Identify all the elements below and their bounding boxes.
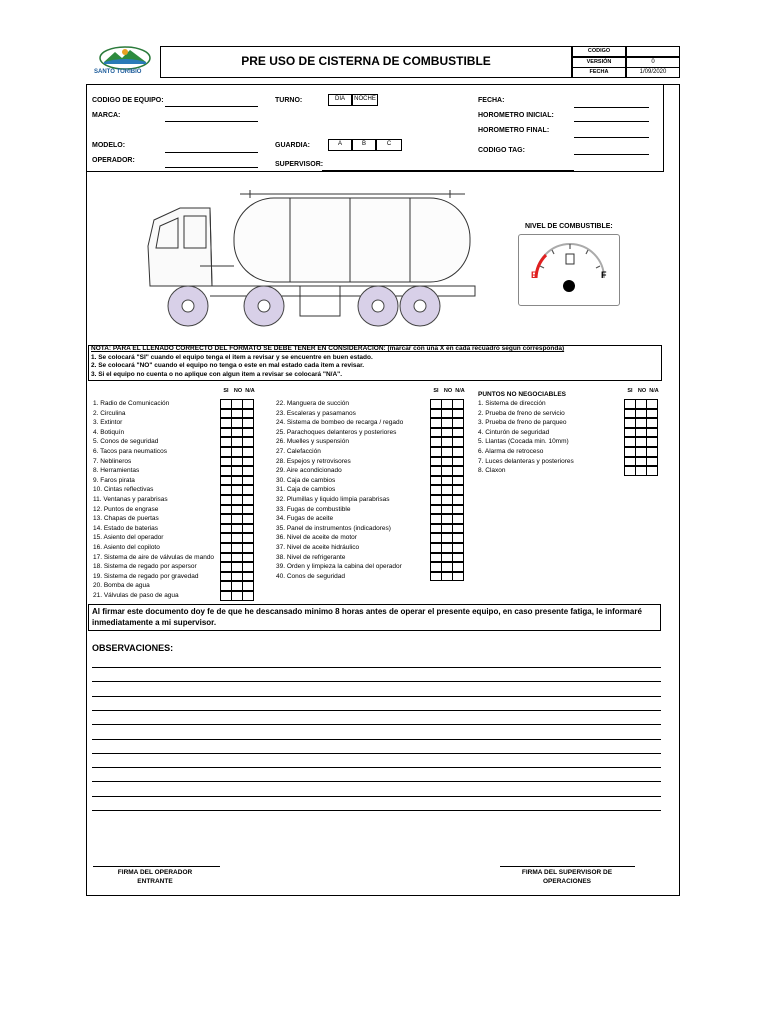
fecha-label: FECHA: bbox=[478, 97, 505, 104]
check-cell[interactable] bbox=[452, 485, 464, 495]
checklist-item: 10. Cintas reflectivas bbox=[93, 486, 154, 494]
operador-field[interactable] bbox=[165, 167, 258, 168]
observation-line[interactable] bbox=[92, 681, 661, 682]
check-cell[interactable] bbox=[452, 543, 464, 553]
checklist-item: 30. Caja de cambios bbox=[276, 476, 336, 484]
checklist-item: 27. Calefacción bbox=[276, 448, 321, 455]
checklist-item: 23. Escaleras y pasamanos bbox=[276, 409, 356, 417]
check-cell[interactable] bbox=[646, 466, 658, 476]
check-cell[interactable] bbox=[242, 418, 254, 428]
observation-line[interactable] bbox=[92, 710, 661, 711]
check-cell[interactable] bbox=[242, 524, 254, 534]
check-cell[interactable] bbox=[242, 514, 254, 524]
checklist-item: 19. Sistema de regado por gravedad bbox=[93, 572, 199, 580]
check-cell[interactable] bbox=[646, 399, 658, 409]
check-cell[interactable] bbox=[242, 591, 254, 601]
observation-line[interactable] bbox=[92, 781, 661, 782]
tanker-truck-illustration bbox=[140, 186, 486, 336]
firma-operador-line[interactable] bbox=[93, 866, 220, 867]
check-cell[interactable] bbox=[242, 505, 254, 515]
company-logo bbox=[90, 44, 160, 78]
check-cell[interactable] bbox=[646, 457, 658, 467]
checklist-item: 5. Llantas (Cocada min. 10mm) bbox=[478, 438, 569, 446]
note-line-2: 2. Se colocará "NO" cuando el equipo no tenga o este en mal estado cada item a revisar. bbox=[91, 362, 365, 370]
firma-supervisor-label: FIRMA DEL SUPERVISOR DE OPERACIONES bbox=[521, 869, 613, 885]
meta-label: CODIGO bbox=[572, 46, 626, 57]
codigo-tag-label: CODIGO TAG: bbox=[478, 147, 525, 154]
fecha-field[interactable] bbox=[574, 107, 649, 108]
codigo-tag-field[interactable] bbox=[574, 154, 649, 155]
checklist-item: 4. Cinturón de seguridad bbox=[478, 428, 550, 436]
fuel-full-label: F bbox=[601, 270, 607, 280]
note-title: NOTA: PARA EL LLENADO CORRECTO DEL FORMATO SE DEBE TENER EN CONSIDERACION: (marcar con una X en cada recuadro según corresponda) bbox=[91, 345, 565, 352]
checklist-item: 34. Fugas de aceite bbox=[276, 515, 334, 523]
page-title: PRE USO DE CISTERNA DE COMBUSTIBLE bbox=[241, 54, 491, 68]
puntos-no-negociables-title: PUNTOS NO NEGOCIABLES bbox=[478, 391, 567, 398]
check-cell[interactable] bbox=[452, 505, 464, 515]
checklist-item: 21. Válvulas de paso de agua bbox=[93, 592, 179, 599]
check-cell[interactable] bbox=[452, 476, 464, 486]
check-cell[interactable] bbox=[646, 409, 658, 419]
check-cell[interactable] bbox=[646, 437, 658, 447]
marca-label: MARCA: bbox=[92, 112, 121, 119]
checklist-item: 9. Faros pirata bbox=[93, 476, 135, 484]
check-cell[interactable] bbox=[452, 409, 464, 419]
checklist-item: 36. Nivel de aceite de motor bbox=[276, 534, 357, 542]
check-cell[interactable] bbox=[452, 447, 464, 457]
checklist-item: 6. Alarma de retroceso bbox=[478, 448, 544, 455]
checklist-col-header: N/A bbox=[649, 388, 659, 394]
check-cell[interactable] bbox=[242, 447, 254, 457]
fuel-gauge-icon bbox=[526, 240, 614, 298]
checklist-item: 31. Caja de cambios bbox=[276, 486, 336, 494]
observation-line[interactable] bbox=[92, 767, 661, 768]
checklist-item: 15. Asiento del operador bbox=[93, 534, 164, 542]
check-cell[interactable] bbox=[452, 457, 464, 467]
check-cell[interactable] bbox=[452, 466, 464, 476]
check-cell[interactable] bbox=[242, 553, 254, 563]
operador-label: OPERADOR: bbox=[92, 157, 135, 164]
check-cell[interactable] bbox=[242, 476, 254, 486]
checklist-item: 1. Sistema de dirección bbox=[478, 400, 546, 407]
check-cell[interactable] bbox=[452, 399, 464, 409]
checklist-item: 7. Luces delanteras y posteriores bbox=[478, 457, 574, 465]
checklist-item: 25. Parachoques delanteros y posteriores bbox=[276, 428, 397, 436]
check-cell[interactable] bbox=[242, 581, 254, 591]
check-cell[interactable] bbox=[646, 447, 658, 457]
checklist-item: 33. Fugas de combustible bbox=[276, 505, 351, 513]
check-cell[interactable] bbox=[242, 457, 254, 467]
checklist-item: 40. Conos de seguridad bbox=[276, 572, 346, 580]
guardia-c-box[interactable]: C bbox=[376, 139, 402, 151]
observation-line[interactable] bbox=[92, 724, 661, 725]
supervisor-label: SUPERVISOR: bbox=[275, 161, 324, 168]
check-cell[interactable] bbox=[452, 495, 464, 505]
logo-text: SANTO TORIBIO bbox=[94, 69, 142, 75]
horometro-inicial-field[interactable] bbox=[574, 121, 649, 122]
horometro-final-field[interactable] bbox=[574, 137, 649, 138]
horometro-inicial-label: HOROMETRO INICIAL: bbox=[478, 112, 554, 119]
check-cell[interactable] bbox=[452, 572, 464, 582]
check-cell[interactable] bbox=[452, 533, 464, 543]
checklist-item: 38. Nivel de refrigerante bbox=[276, 553, 346, 561]
checklist-col-header: N/A bbox=[245, 388, 255, 394]
checklist-item: 11. Ventanas y parabrisas bbox=[93, 496, 168, 503]
check-cell[interactable] bbox=[646, 428, 658, 438]
observation-line[interactable] bbox=[92, 753, 661, 754]
check-cell[interactable] bbox=[242, 485, 254, 495]
guardia-label: GUARDIA: bbox=[275, 142, 310, 149]
fuel-empty-label: E bbox=[531, 270, 538, 280]
checklist-col-header: SI bbox=[433, 388, 439, 394]
checklist-col-header: N/A bbox=[455, 388, 465, 394]
checklist-item: 2. Circulina bbox=[93, 409, 126, 417]
checklist-item: 12. Puntos de engrase bbox=[93, 505, 159, 513]
observation-line[interactable] bbox=[92, 667, 661, 668]
firma-operador-label: FIRMA DEL OPERADOR ENTRANTE bbox=[117, 869, 193, 885]
checklist-item: 1. Radio de Comunicación bbox=[93, 400, 170, 407]
check-cell[interactable] bbox=[646, 418, 658, 428]
checklist-col-header: NO bbox=[443, 388, 453, 394]
checklist-item: 8. Herramientas bbox=[93, 467, 140, 475]
checklist-item: 28. Espejos y retrovisores bbox=[276, 457, 351, 465]
checklist-item: 7. Neblineros bbox=[93, 457, 132, 465]
horometro-final-label: HOROMETRO FINAL: bbox=[478, 127, 550, 134]
meta-value: 1/09/2020 bbox=[626, 67, 680, 78]
observation-line[interactable] bbox=[92, 696, 661, 697]
guardia-a-box[interactable]: A bbox=[328, 139, 352, 151]
checklist-item: 32. Plumillas y liquido limpia parabrisas bbox=[276, 496, 390, 503]
check-cell[interactable] bbox=[452, 524, 464, 534]
check-cell[interactable] bbox=[452, 514, 464, 524]
observation-line[interactable] bbox=[92, 810, 661, 811]
checklist-item: 16. Asiento del copiloto bbox=[93, 544, 160, 551]
modelo-label: MODELO: bbox=[92, 142, 126, 149]
checklist-item: 3. Prueba de freno de parqueo bbox=[478, 419, 567, 427]
meta-label: VERSIÓN bbox=[572, 57, 626, 68]
observation-line[interactable] bbox=[92, 796, 661, 797]
checklist-col-header: NO bbox=[233, 388, 243, 394]
meta-value bbox=[626, 46, 680, 57]
check-cell[interactable] bbox=[242, 562, 254, 572]
check-cell[interactable] bbox=[242, 466, 254, 476]
checklist-item: 20. Bomba de agua bbox=[93, 582, 150, 590]
turno-dia-box[interactable]: DIA bbox=[328, 94, 352, 106]
checklist-col-header: SI bbox=[627, 388, 633, 394]
checklist-item: 13. Chapas de puertas bbox=[93, 515, 159, 523]
checklist-item: 35. Panel de instrumentos (indicadores) bbox=[276, 524, 391, 532]
note-text bbox=[91, 345, 659, 379]
check-cell[interactable] bbox=[452, 418, 464, 428]
fuel-level-label: NIVEL DE COMBUSTIBLE: bbox=[525, 223, 613, 230]
modelo-field[interactable] bbox=[165, 152, 258, 153]
turno-noche-box[interactable]: NOCHE bbox=[352, 94, 378, 106]
supervisor-field[interactable] bbox=[322, 170, 574, 171]
meta-value: 0 bbox=[626, 57, 680, 68]
checklist-item: 4. Botiquín bbox=[93, 428, 125, 436]
checklist-item: 8. Claxon bbox=[478, 467, 506, 475]
checklist-col-header: NO bbox=[637, 388, 647, 394]
checklist-item: 29. Aire acondicionado bbox=[276, 467, 342, 475]
checklist-item: 5. Conos de seguridad bbox=[93, 438, 159, 446]
check-cell[interactable] bbox=[242, 428, 254, 438]
turno-label: TURNO: bbox=[275, 97, 303, 104]
checklist-item: 24. Sistema de bombeo de recarga / regado bbox=[276, 419, 404, 427]
check-cell[interactable] bbox=[452, 428, 464, 438]
checklist-item: 3. Extintor bbox=[93, 419, 123, 427]
check-cell[interactable] bbox=[242, 399, 254, 409]
check-cell[interactable] bbox=[242, 533, 254, 543]
observation-line[interactable] bbox=[92, 739, 661, 740]
check-cell[interactable] bbox=[242, 437, 254, 447]
note-line-3: 3. Si el equipo no cuenta o no aplique con algun item a revisar se colocará "N/A". bbox=[91, 370, 343, 378]
check-cell[interactable] bbox=[452, 437, 464, 447]
check-cell[interactable] bbox=[452, 553, 464, 563]
check-cell[interactable] bbox=[242, 543, 254, 553]
checklist-item: 17. Sistema de aire de válvulas de mando bbox=[93, 553, 215, 561]
firma-supervisor-line[interactable] bbox=[500, 866, 635, 867]
checklist-item: 14. Estado de baterias bbox=[93, 524, 159, 532]
declaration-text: Al firmar este documento doy fe de que he descansado minimo 8 horas antes de operar el presente equipo, en caso presente fatiga, le informaré inmediatamente a mi supervisor. bbox=[92, 607, 642, 627]
checklist-item: 22. Manguera de succión bbox=[276, 400, 349, 407]
checklist-item: 2. Prueba de freno de servicio bbox=[478, 409, 565, 417]
check-cell[interactable] bbox=[242, 409, 254, 419]
checklist-item: 26. Muelles y suspensión bbox=[276, 438, 349, 446]
guardia-b-box[interactable]: B bbox=[352, 139, 376, 151]
check-cell[interactable] bbox=[242, 572, 254, 582]
checklist-item: 37. Nivel de aceite hidráulico bbox=[276, 544, 360, 551]
codigo-equipo-field[interactable] bbox=[165, 106, 258, 107]
checklist-item: 39. Orden y limpieza la cabina del operador bbox=[276, 563, 402, 571]
check-cell[interactable] bbox=[242, 495, 254, 505]
meta-label: FECHA bbox=[572, 67, 626, 78]
codigo-equipo-label: CODIGO DE EQUIPO: bbox=[92, 97, 164, 104]
check-cell[interactable] bbox=[452, 562, 464, 572]
checklist-item: 18. Sistema de regado por aspersor bbox=[93, 563, 197, 571]
note-line-1: 1. Se colocará "SI" cuando el equipo tenga el item a revisar y se encuentre en buen estado. bbox=[91, 353, 373, 361]
marca-field[interactable] bbox=[165, 121, 258, 122]
checklist-item: 6. Tacos para neumaticos bbox=[93, 448, 167, 455]
observaciones-label: OBSERVACIONES: bbox=[92, 643, 174, 653]
checklist-col-header: SI bbox=[223, 388, 229, 394]
